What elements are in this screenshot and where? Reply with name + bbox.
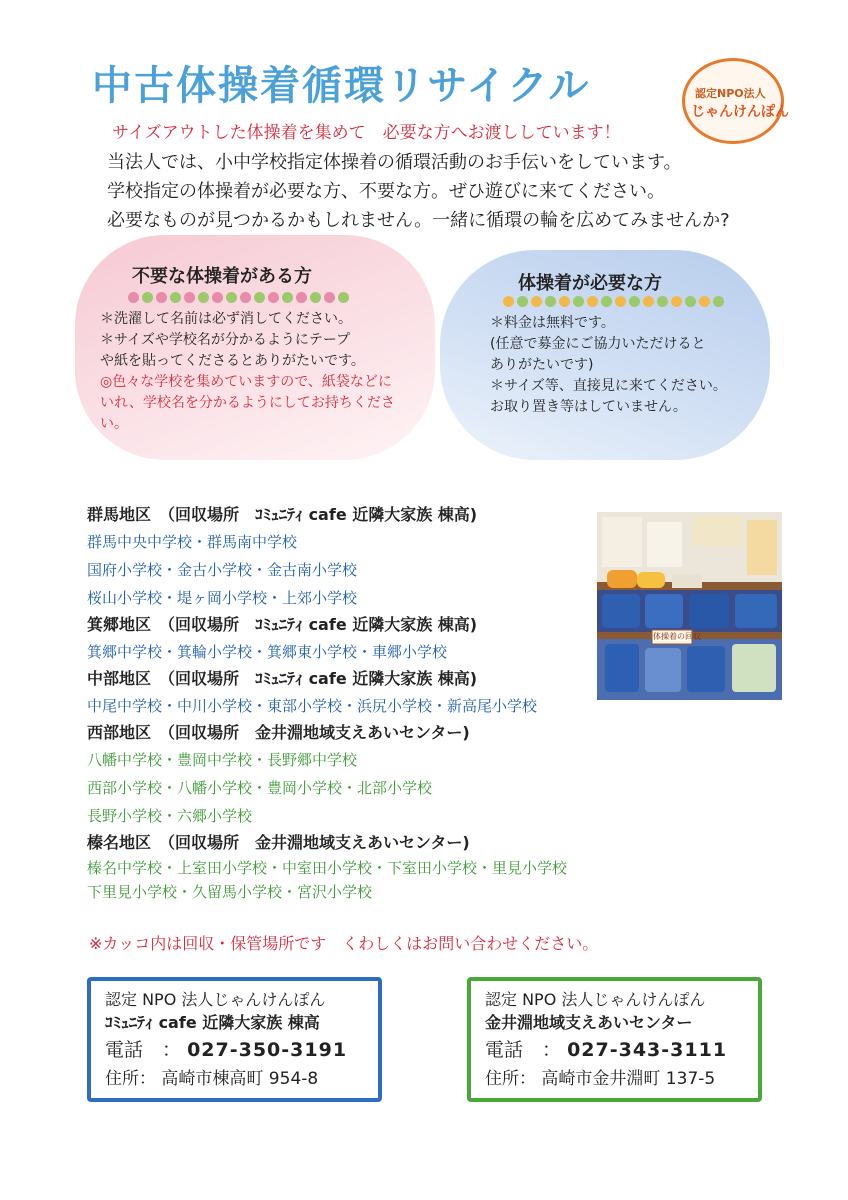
need-dot-row	[503, 296, 724, 307]
decor-dot	[142, 292, 153, 303]
decor-dot	[615, 296, 626, 307]
decor-dot	[517, 296, 528, 307]
contact-box-kanaibuchi	[467, 977, 762, 1102]
phone-number[interactable]: 027-350-3191	[187, 1039, 348, 1061]
school-line: 西部小学校・八幡小学校・豊岡小学校・北部小学校	[87, 779, 433, 797]
donate-line: ＊サイズや学校名が分かるようにテープ	[100, 332, 351, 348]
region-title: 箕郷地区 （回収場所 ｺﾐｭﾆﾃｨ cafe 近隣大家族 棟高)	[87, 615, 478, 634]
shelf-illustration	[597, 512, 782, 700]
collection-shelf-photo	[597, 512, 782, 700]
region-haruna	[87, 830, 607, 904]
phone-label: 電話 ：	[485, 1039, 562, 1061]
contact-address-row	[105, 1065, 364, 1093]
decor-dot	[170, 292, 181, 303]
decor-dot	[671, 296, 682, 307]
decor-dot	[254, 292, 265, 303]
decor-dot	[268, 292, 279, 303]
intro-line: 当法人では、小中学校指定体操着の循環活動のお手伝いをしています。	[107, 152, 682, 173]
logo-line-1: 認定NPO法人	[695, 87, 766, 100]
school-line: 桜山小学校・堤ヶ岡小学校・上郊小学校	[87, 589, 358, 607]
decor-dot	[324, 292, 335, 303]
decor-dot	[212, 292, 223, 303]
school-line: 長野小学校・六郷小学校	[87, 807, 253, 825]
photo-sign-text: 体操着の回収	[653, 632, 701, 641]
address-label: 住所：	[105, 1069, 156, 1089]
donate-line: ＊洗濯して名前は必ず消してください。	[100, 311, 352, 327]
school-line: 群馬中央中学校・群馬南中学校	[87, 533, 298, 551]
school-line: 国府小学校・金古小学校・金古南小学校	[87, 561, 358, 579]
contact-org: 認定 NPO 法人じゃんけんぽん	[485, 990, 706, 1009]
donate-box-text	[100, 309, 395, 435]
address-label: 住所：	[485, 1069, 536, 1089]
need-box-heading: 体操着が必要な方	[518, 273, 662, 294]
region-gunma	[87, 502, 607, 612]
need-line: お取り置き等はしていません。	[490, 399, 687, 415]
decor-dot	[601, 296, 612, 307]
decor-dot	[296, 292, 307, 303]
decor-dot	[629, 296, 640, 307]
region-misato	[87, 612, 607, 666]
decor-dot	[338, 292, 349, 303]
region-list	[87, 502, 607, 904]
decor-dot	[573, 296, 584, 307]
decor-dot	[503, 296, 514, 307]
decor-dot	[282, 292, 293, 303]
decor-dot	[198, 292, 209, 303]
subtitle: サイズアウトした体操着を集めて 必要な方へお渡ししています！	[112, 123, 621, 143]
school-line: 榛名中学校・上室田小学校・中室田小学校・下室田小学校・里見小学校	[87, 859, 568, 877]
npo-logo	[682, 58, 789, 144]
contact-box-munedaka	[87, 977, 382, 1102]
decor-dot	[587, 296, 598, 307]
intro-line: 学校指定の体操着が必要な方、不要な方。ぜひ遊びに来てください。	[107, 181, 665, 202]
school-line: 下里見小学校・久留馬小学校・宮沢小学校	[87, 883, 373, 901]
logo-line-2: じゃんけんぽん	[691, 104, 789, 120]
phone-number[interactable]: 027-343-3111	[567, 1039, 728, 1061]
school-line: 中尾中学校・中川小学校・東部小学校・浜尻小学校・新高尾小学校	[87, 697, 538, 715]
intro-line: 必要なものが見つかるかもしれません。一緒に循環の輪を広めてみませんか?	[107, 210, 730, 231]
donate-box-heading: 不要な体操着がある方	[132, 266, 312, 287]
donate-notice-line: ◎色々な学校を集めていますので、紙袋などに	[100, 374, 392, 390]
region-title: 群馬地区 （回収場所 ｺﾐｭﾆﾃｨ cafe 近隣大家族 棟高)	[87, 505, 478, 524]
decor-dot	[643, 296, 654, 307]
donate-line: や紙を貼ってくださるとありがたいです。	[100, 353, 365, 369]
contact-phone-row	[105, 1035, 364, 1065]
school-line: 箕郷中学校・箕輪小学校・箕郷東小学校・車郷小学校	[87, 643, 448, 661]
region-title: 西部地区 （回収場所 金井淵地域支えあいセンター)	[87, 723, 470, 742]
decor-dot	[531, 296, 542, 307]
donate-notice-line: いれ、学校名を分かるようにしてお持ちくださ	[100, 395, 395, 411]
address-value: 高崎市金井淵町 137-5	[541, 1069, 716, 1089]
contact-place: ｺﾐｭﾆﾃｨ cafe 近隣大家族 棟高	[105, 1013, 320, 1032]
decor-dot	[657, 296, 668, 307]
need-line: ＊料金は無料です。	[490, 315, 615, 331]
decor-dot	[226, 292, 237, 303]
need-line: ＊サイズ等、直接見に来てください。	[490, 378, 727, 394]
footnote: ※カッコ内は回収・保管場所です くわしくはお問い合わせください。	[89, 934, 599, 953]
contact-phone-row	[485, 1035, 744, 1065]
contact-org: 認定 NPO 法人じゃんけんぽん	[105, 990, 326, 1009]
need-line: (任意で募金にご協力いただけると	[490, 336, 706, 352]
decor-dot	[559, 296, 570, 307]
donate-notice-line: い。	[100, 416, 128, 432]
contact-address-row	[485, 1065, 744, 1093]
need-box-text	[490, 313, 727, 418]
phone-label: 電話 ：	[105, 1039, 182, 1061]
decor-dot	[156, 292, 167, 303]
school-line: 八幡中学校・豊岡中学校・長野郷中学校	[87, 751, 358, 769]
region-title: 中部地区 （回収場所 ｺﾐｭﾆﾃｨ cafe 近隣大家族 棟高)	[87, 669, 478, 688]
region-chubu	[87, 666, 607, 720]
decor-dot	[545, 296, 556, 307]
page-title: 中古体操着循環リサイクル	[92, 63, 591, 109]
intro-text	[107, 148, 730, 235]
decor-dot	[240, 292, 251, 303]
decor-dot	[128, 292, 139, 303]
decor-dot	[713, 296, 724, 307]
need-line: ありがたいです)	[490, 357, 594, 373]
region-title: 榛名地区 （回収場所 金井淵地域支えあいセンター)	[87, 833, 470, 852]
address-value: 高崎市棟高町 954-8	[161, 1069, 319, 1089]
donate-dot-row	[128, 292, 349, 303]
decor-dot	[699, 296, 710, 307]
decor-dot	[184, 292, 195, 303]
region-seibu	[87, 720, 607, 830]
decor-dot	[310, 292, 321, 303]
decor-dot	[685, 296, 696, 307]
contact-place: 金井淵地域支えあいセンター	[485, 1013, 693, 1032]
